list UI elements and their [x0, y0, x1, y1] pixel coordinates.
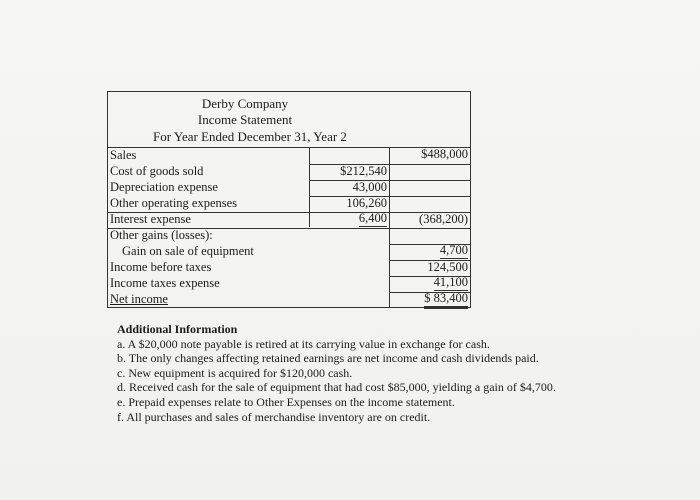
row-cogs-label: Cost of goods sold — [110, 164, 204, 178]
row-other-operating-label: Other operating expenses — [110, 196, 238, 210]
info-item-d: d. Received cash for the sale of equipment that had cost $85,000, yielding a gain of $4,700. — [117, 380, 556, 395]
income-statement-table — [107, 91, 471, 308]
row-other-gains-label: Other gains (losses): — [110, 228, 213, 242]
row-gain-sale-amount: 4,700 — [439, 243, 468, 257]
statement-period: For Year Ended December 31, Year 2 — [153, 129, 347, 144]
row-interest-amount: 6,400 — [358, 211, 387, 225]
row-depreciation-label: Depreciation expense — [110, 180, 218, 194]
row-tax-expense-amount: 41,100 — [433, 275, 468, 289]
column-divider-1 — [309, 147, 310, 227]
additional-info-title: Additional Information — [117, 322, 238, 336]
info-item-e: e. Prepaid expenses relate to Other Expenses on the income statement. — [117, 394, 455, 409]
statement-title: Income Statement — [197, 112, 293, 127]
row-sales-total: $488,000 — [421, 147, 468, 161]
row-interest-label: Interest expense — [110, 212, 191, 226]
company-name: Derby Company — [201, 96, 289, 111]
row-depreciation-amount: 43,000 — [352, 180, 387, 194]
info-item-b: b. The only changes affecting retained earnings are net income and cash dividends paid. — [117, 351, 539, 366]
info-item-f: f. All purchases and sales of merchandise inventory are on credit. — [117, 409, 431, 424]
column-divider-2 — [389, 147, 390, 307]
info-item-c: c. New equipment is acquired for $120,000 cash. — [117, 365, 353, 380]
info-item-a: a. A $20,000 note payable is retired at its carrying value in exchange for cash. — [117, 336, 490, 351]
row-income-before-taxes-amount: 124,500 — [427, 260, 468, 274]
header-divider — [107, 147, 471, 148]
row-gain-sale-label: Gain on sale of equipment — [122, 244, 254, 258]
row-sales-label: Sales — [110, 148, 137, 162]
row-income-before-taxes-label: Income before taxes — [110, 260, 212, 274]
row-tax-expense-label: Income taxes expense — [110, 276, 220, 290]
row-other-operating-amount: 106,260 — [346, 196, 387, 210]
additional-information — [117, 322, 677, 424]
row-total-expenses: (368,200) — [419, 212, 468, 226]
row-net-income-label: Net income — [110, 292, 168, 306]
row-net-income-amount: $ 83,400 — [424, 291, 468, 309]
row-cogs-amount: $212,540 — [340, 164, 387, 178]
